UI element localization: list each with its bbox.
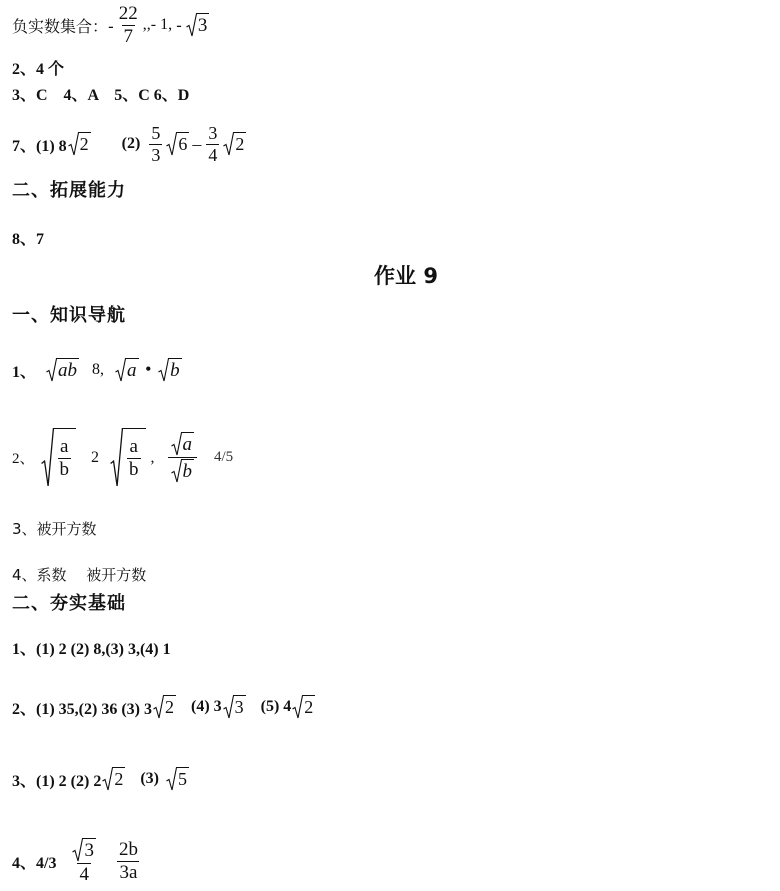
item-text: 4、系数 被开方数	[12, 566, 147, 584]
sqrt-fraction	[41, 428, 77, 487]
value-text: 8,	[92, 361, 105, 378]
item-text: 3、被开方数	[12, 520, 97, 538]
sqrt-expression	[102, 767, 125, 791]
knowledge-item-4	[12, 564, 146, 585]
foundation-answer-4	[12, 838, 143, 885]
answer-text: 1、(1) 2 (2) 8,(3) 3,(4) 1	[12, 641, 171, 658]
fraction-denominator: b	[59, 459, 70, 481]
fraction-a-over-b	[58, 437, 72, 480]
sqrt-expression	[171, 432, 195, 456]
value-one: 1,	[160, 16, 173, 34]
fraction-numerator: 2b	[118, 839, 138, 861]
sqrt-expression	[68, 132, 91, 156]
sqrt-expression	[166, 767, 189, 791]
fraction-denominator: 3	[151, 144, 161, 165]
radicand: 3	[84, 839, 94, 861]
radical-icon	[166, 132, 177, 156]
fraction-a-over-b	[127, 437, 141, 480]
fraction-numerator	[168, 432, 198, 457]
answer-label: (2)	[121, 135, 141, 153]
comma: ,	[150, 448, 155, 466]
answer-text: (4) 3	[190, 698, 222, 715]
section-heading-text: 一、知识导航	[12, 305, 126, 326]
sqrt-expression	[72, 838, 96, 862]
sqrt-expression	[223, 695, 246, 719]
fraction-sqrt-a-over-sqrt-b	[168, 432, 198, 483]
fraction-3-over-4	[206, 124, 219, 165]
section-heading-text: 二、拓展能力	[12, 180, 126, 201]
knowledge-item-3	[12, 518, 97, 539]
answer-line-7	[12, 124, 247, 165]
radical-icon	[223, 132, 234, 156]
radicand: 2	[234, 132, 246, 156]
radical-icon	[153, 695, 164, 719]
section-heading-foundation	[12, 589, 126, 615]
sqrt-expression	[186, 13, 210, 37]
radical-icon	[68, 132, 79, 156]
section-heading-knowledge	[12, 301, 126, 327]
sqrt-expression	[292, 695, 315, 719]
answer-text: 2、4 个	[12, 61, 65, 78]
fraction-sqrt3-over-4	[69, 838, 99, 885]
answer-line	[12, 56, 64, 79]
foundation-answer-3	[12, 767, 190, 791]
answer-text: 3、C 4、A 5、C 6、D	[12, 87, 190, 104]
fraction-denominator: 4	[208, 144, 218, 165]
radical-icon	[186, 13, 197, 37]
radicand: 2	[303, 695, 315, 719]
answer-line	[12, 82, 189, 105]
radicand: b	[170, 359, 180, 381]
radical-icon	[72, 838, 83, 862]
foundation-answer-2	[12, 695, 316, 719]
fraction-numerator: a	[60, 436, 69, 458]
sqrt-expression	[223, 132, 246, 156]
fraction-numerator	[69, 838, 99, 863]
fraction-denominator: 7	[123, 25, 134, 47]
answer-text: 2、(1) 35,(2) 36 (3) 3	[12, 700, 152, 718]
knowledge-item-2	[12, 428, 233, 487]
negative-set-label: 负实数集合：-	[12, 16, 114, 36]
fraction-5-over-3	[149, 124, 162, 165]
fraction-denominator: b	[129, 459, 139, 481]
fraction-2b-over-3a	[117, 840, 140, 883]
answer-label: 7、(1) 8	[12, 137, 67, 155]
sqrt-expression	[171, 459, 195, 483]
sqrt-fraction	[110, 428, 146, 487]
radical-icon	[223, 695, 234, 719]
radicand: 2	[164, 695, 176, 719]
radical-icon	[41, 428, 54, 487]
page-title: 作业 9	[374, 264, 438, 288]
minus-sign: –	[192, 133, 202, 154]
radicand: a	[127, 359, 137, 381]
sqrt-expression	[115, 358, 139, 382]
item-label: 1、	[12, 363, 37, 381]
radicand: 3	[197, 14, 208, 36]
radicand: 5	[177, 767, 189, 791]
radical-icon	[166, 767, 177, 791]
answer-text: (3)	[140, 770, 159, 787]
radical-icon	[171, 432, 182, 456]
negative-real-set-line	[12, 4, 210, 47]
radicand: b	[182, 460, 193, 482]
answer-text: (5) 4	[260, 698, 292, 715]
section-heading-text: 二、夯实基础	[12, 593, 126, 614]
sqrt-expression	[158, 358, 182, 382]
radical-icon	[158, 358, 169, 382]
radicand: 2	[79, 132, 91, 156]
fraction-denominator: 3a	[119, 861, 138, 883]
radicand: 2	[113, 767, 125, 791]
foundation-answer-1	[12, 636, 171, 659]
fraction-numerator: 5	[151, 123, 161, 143]
radical-icon	[110, 428, 123, 487]
radical-icon	[102, 767, 113, 791]
radical-icon	[115, 358, 126, 382]
section-heading-extension	[12, 176, 126, 202]
value-text: 2	[91, 448, 100, 466]
fraction-numerator: 3	[208, 123, 218, 143]
answer-text: 3、(1) 2 (2) 2	[12, 772, 102, 790]
minus-sign: -	[176, 15, 182, 35]
radical-icon	[46, 358, 57, 382]
fraction-numerator: 22	[118, 3, 138, 24]
radicand: 3	[234, 695, 246, 719]
radical-icon	[171, 459, 182, 483]
fraction-denominator	[168, 457, 198, 483]
answer-line	[12, 226, 44, 249]
fraction-denominator: 4	[79, 864, 89, 885]
answer-text: 8、7	[12, 231, 45, 248]
separator: ,,-	[142, 16, 157, 34]
radical-icon	[292, 695, 303, 719]
sqrt-expression	[166, 132, 189, 156]
sqrt-expression	[153, 695, 176, 719]
radicand: 6	[177, 132, 189, 156]
fraction-22-over-7	[117, 4, 140, 47]
radicand: a	[182, 433, 193, 455]
sqrt-expression	[46, 358, 79, 382]
fraction-numerator: a	[129, 436, 138, 458]
item-label: 2、	[12, 451, 35, 468]
multiply-dot: •	[145, 361, 152, 378]
radicand: ab	[58, 359, 78, 381]
value-text: 4/5	[214, 449, 234, 466]
answer-text: 4、4/3	[12, 854, 57, 872]
knowledge-item-1	[12, 358, 183, 382]
